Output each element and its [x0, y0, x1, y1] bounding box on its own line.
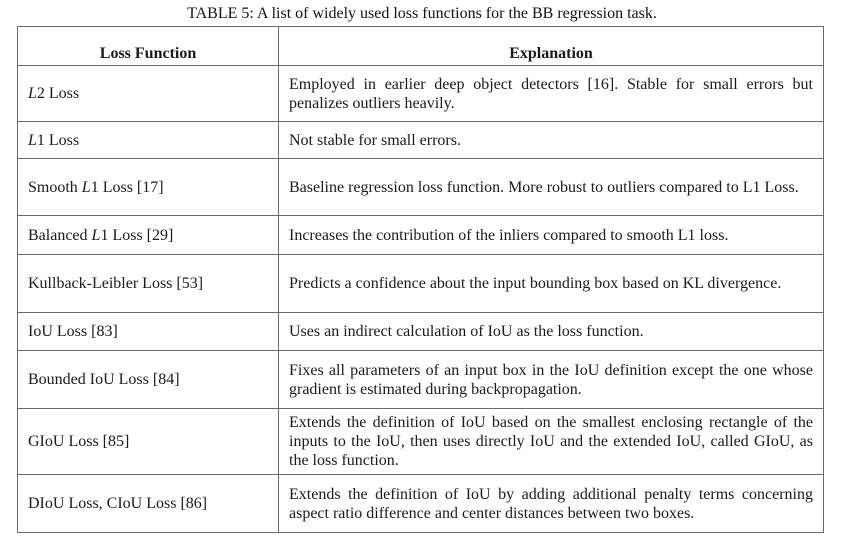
loss-function-name: [18, 351, 279, 409]
loss-function-name: [18, 409, 279, 475]
loss-function-explanation: Extends the definition of IoU based on the smallest enclosing rectangle of the inputs to the IoU, then uses directly IoU and the extended IoU, called GIoU, as the loss function.: [279, 409, 824, 475]
name-text: 1 Loss [17]: [90, 178, 164, 196]
name-text: DIoU Loss, CIoU Loss [86]: [28, 495, 208, 512]
loss-function-explanation: Not stable for small errors.: [279, 122, 824, 159]
loss-function-explanation: Fixes all parameters of an input box in the IoU definition except the one whose gradient is estimated during backpropagation.: [279, 351, 824, 409]
name-text: Balanced: [28, 226, 92, 244]
name-text: 1 Loss [29]: [100, 226, 174, 244]
table-caption: TABLE 5: A list of widely used loss functions for the BB regression task.: [187, 5, 657, 22]
name-text: Kullback-Leibler Loss [53]: [28, 275, 204, 292]
table-row: [18, 351, 824, 409]
table-row: [18, 255, 824, 313]
loss-function-name: [18, 216, 279, 255]
name-text: 2 Loss: [36, 85, 80, 102]
table-row: [18, 216, 824, 255]
table-row: [18, 66, 824, 122]
header-loss-function: Loss Function: [18, 27, 279, 66]
math-symbol: L: [91, 226, 101, 244]
table-row: [18, 475, 824, 533]
loss-function-explanation: Predicts a confidence about the input bounding box based on KL divergence.: [279, 255, 824, 313]
loss-function-name: [18, 255, 279, 313]
table-body: [18, 66, 824, 533]
loss-function-name: [18, 159, 279, 216]
math-symbol: L: [28, 131, 37, 149]
table-header-row: [18, 27, 824, 66]
loss-function-name: [18, 66, 279, 122]
loss-function-name: [18, 313, 279, 351]
name-text: GIoU Loss [85]: [28, 433, 130, 450]
name-text: IoU Loss [83]: [28, 323, 118, 340]
loss-function-explanation: Extends the definition of IoU by adding additional penalty terms concerning aspect ratio difference and center distances between two boxes.: [279, 475, 824, 533]
table-row: [18, 122, 824, 159]
table-row: [18, 409, 824, 475]
loss-function-explanation: Increases the contribution of the inliers compared to smooth L1 loss.: [279, 216, 824, 255]
loss-function-name: [18, 475, 279, 533]
loss-function-explanation: Employed in earlier deep object detectors [16]. Stable for small errors but penalizes outliers heavily.: [279, 66, 824, 122]
name-text: Bounded IoU Loss [84]: [28, 371, 180, 388]
math-symbol: L: [81, 178, 91, 196]
loss-function-explanation: Uses an indirect calculation of IoU as the loss function.: [279, 313, 824, 351]
loss-functions-table: [17, 26, 824, 533]
name-text: Smooth: [28, 178, 82, 196]
loss-function-name: [18, 122, 279, 159]
math-symbol: L: [28, 85, 37, 102]
name-text: 1 Loss: [36, 131, 80, 149]
loss-function-explanation: Baseline regression loss function. More robust to outliers compared to L1 Loss.: [279, 159, 824, 216]
header-explanation: Explanation: [279, 27, 824, 66]
table-row: [18, 313, 824, 351]
table-row: [18, 159, 824, 216]
